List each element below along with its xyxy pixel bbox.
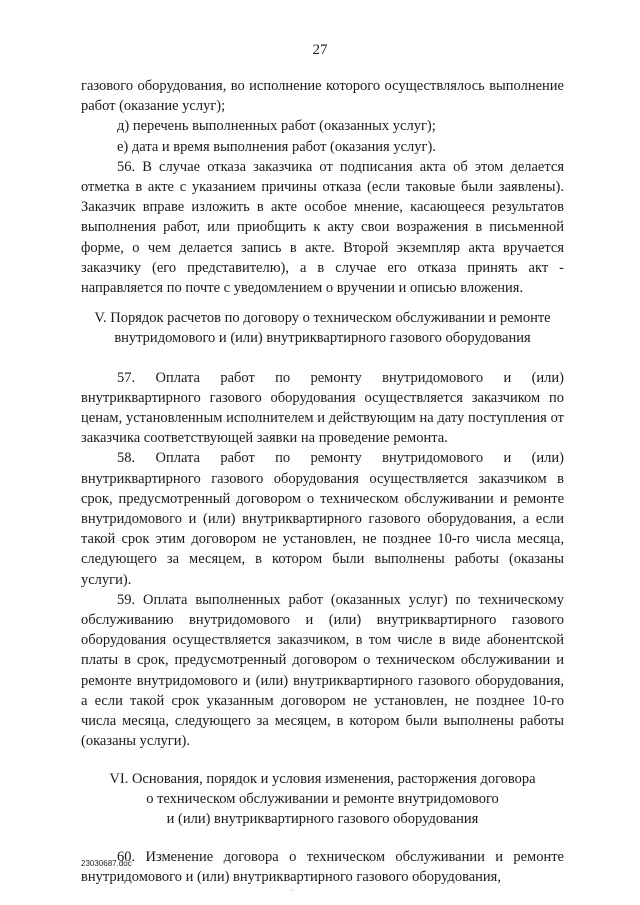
document-file-id: 23030687.doc — [81, 859, 132, 868]
paragraph-60: 60. Изменение договора о техническом обслуживании и ремонте внутридомового и (или) внутриквартирного газового оборудования, — [81, 849, 564, 886]
scan-mark: ·:· — [289, 888, 295, 894]
section-heading-vi — [81, 769, 564, 830]
paragraph-59: 59. Оплата выполненных работ (оказанных услуг) по техническому обслуживанию внутридомового и (или) внутриквартирного газового оборудования осуществляется заказчиком, в том числе в виде абонентской платы в срок, предусмотренный договором о техническом обслуживании и ремонте внутридомового и (или) внутриквартирного газового оборудования, а если такой срок указанным договором не установлен, не позднее 10-го числа месяца, следующего за месяцем, в котором были выполнены работы (оказаны услуги). — [81, 591, 564, 750]
paragraph-56: 56. В случае отказа заказчика от подписания акта об этом делается отметка в акте с указанием причины отказа (если таковые были заявлены). Заказчик вправе изложить в акте особое мнение, касающееся результатов выполнения работ, или приобщить к акту свои возражения в письменной форме, о чем делается запись в акте. Второй экземпляр акта вручается заказчику (его представителю), а в случае его отказа принять акт - направляется по почте с уведомлением о вручении и описью вложения. — [81, 158, 564, 297]
page-number: 27 — [312, 42, 328, 58]
section-heading-v-line2: внутридомового и (или) внутриквартирного газового оборудования — [114, 330, 531, 347]
section-heading-vi-line3: и (или) внутриквартирного газового оборудования — [166, 810, 479, 827]
section-heading-v-line1: V. Порядок расчетов по договору о техническом обслуживании и ремонте — [94, 310, 551, 327]
section-heading-vi-line2: о техническом обслуживании и ремонте внутридомового — [146, 790, 499, 807]
list-item-e: е) дата и время выполнения работ (оказания услуг). — [117, 138, 436, 155]
list-item-d: д) перечень выполненных работ (оказанных услуг); — [117, 118, 436, 135]
paragraph-58: 58. Оплата работ по ремонту внутридомового и (или) внутриквартирного газового оборудования осуществляется заказчиком в срок, предусмотренный договором о техническом обслуживании и ремонте внутридомового и (или) внутриквартирного газового оборудования, а если такой срок этим договором не установлен, не позднее 10-го числа месяца, следующего за месяцем, в котором были выполнены работы (оказаны услуги). — [81, 450, 564, 588]
paragraph-continuation: газового оборудования, во исполнение которого осуществлялось выполнение работ (оказание услуг); — [81, 78, 564, 115]
section-heading-vi-line1: VI. Основания, порядок и условия изменения, расторжения договора — [109, 770, 536, 787]
section-heading-v — [81, 308, 564, 348]
document-body — [81, 76, 564, 888]
paragraph-57: 57. Оплата работ по ремонту внутридомового и (или) внутриквартирного газового оборудования осуществляется заказчиком по ценам, установленным исполнителем и действующим на дату поступления от заказчика соответствующей заявки на проведение ремонта. — [81, 369, 564, 447]
